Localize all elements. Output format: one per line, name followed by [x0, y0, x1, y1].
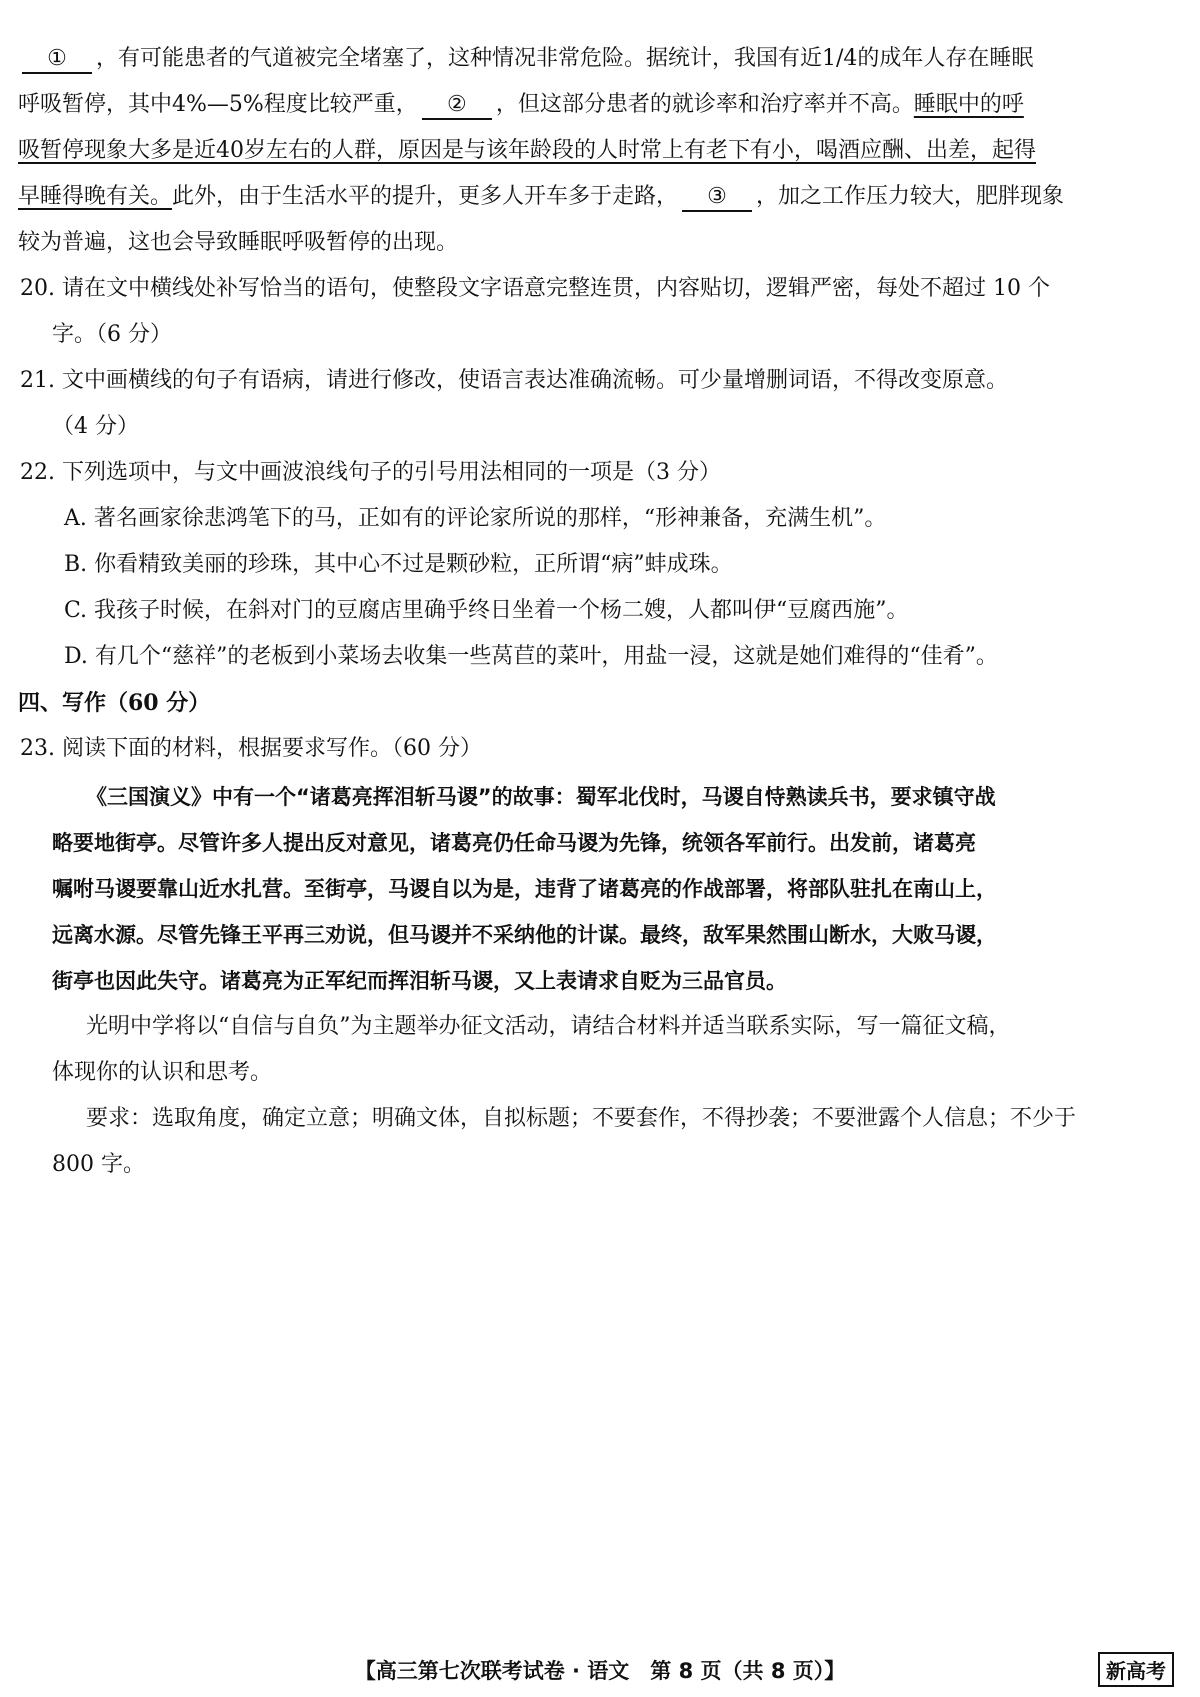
passage-text: ，加之工作压力较大，肥胖现象: [756, 184, 1065, 209]
task-line-2: 体现你的认识和思考。: [52, 1060, 273, 1085]
blank-1: ①: [22, 46, 92, 74]
task-line-1: 光明中学将以“自信与自负”为主题举办征文活动，请结合材料并适当联系实际，写一篇征文稿，: [86, 1014, 1011, 1039]
material-line-2: 略要地街亭。尽管许多人提出反对意见，诸葛亮仍任命马谡为先锋，统领各军前行。出发前，诸葛亮: [52, 831, 976, 855]
passage-text: 较为普遍，这也会导致睡眠呼吸暂停的出现。: [18, 230, 459, 255]
question-22: 22. 下列选项中，与文中画波浪线句子的引号用法相同的一项是（3 分）: [20, 460, 721, 485]
passage-line-3: [18, 136, 1200, 166]
passage-text: ，有可能患者的气道被完全堵塞了，这种情况非常危险。据统计，我国有近1/4的成年人存在睡眠: [96, 46, 1034, 71]
requirement-line-2: 800 字。: [52, 1152, 145, 1177]
passage-text: 呼吸暂停，其中4%—5%程度比较严重，: [18, 92, 418, 117]
exam-type-badge: 新高考: [1098, 1652, 1174, 1687]
question-23: 23. 阅读下面的材料，根据要求写作。（60 分）: [20, 736, 482, 761]
material-line-1: 《三国演义》中有一个“诸葛亮挥泪斩马谡”的故事：蜀军北伐时，马谡自恃熟读兵书，要求镇守战: [86, 785, 996, 809]
material-line-4: 远离水源。尽管先锋王平再三劝说，但马谡并不采纳他的计谋。最终，敌军果然围山断水，大败马谡，: [52, 923, 997, 947]
option-c: C. 我孩子时候，在斜对门的豆腐店里确乎终日坐着一个杨二嫂，人都叫伊“豆腐西施”。: [64, 598, 909, 623]
option-a: A. 著名画家徐悲鸿笔下的马，正如有的评论家所说的那样，“形神兼备，充满生机”。: [64, 506, 887, 531]
passage-line-5: [18, 228, 1200, 258]
section-title-writing: 四、写作（60 分）: [18, 690, 211, 716]
requirement-line-1: 要求：选取角度，确定立意；明确文体，自拟标题；不要套作，不得抄袭；不要泄露个人信息；不少于: [86, 1106, 1077, 1131]
underlined-sentence: 睡眠中的呼: [913, 92, 1024, 117]
underlined-sentence: 吸暂停现象大多是近40岁左右的人群，原因是与该年龄段的人时常上有老下有小，喝酒应酬、出差，起得: [18, 138, 1036, 163]
option-b: B. 你看精致美丽的珍珠，其中心不过是颗砂粒，正所谓“病”蚌成珠。: [64, 552, 733, 577]
material-line-3: 嘱咐马谡要靠山近水扎营。至街亭，马谡自以为是，违背了诸葛亮的作战部署，将部队驻扎在南山上，: [52, 877, 997, 901]
underlined-sentence: 早睡得晚有关。: [18, 184, 173, 209]
option-d: D. 有几个“慈祥”的老板到小菜场去收集一些莴苣的菜叶，用盐一浸，这就是她们难得的“佳肴”。: [64, 644, 998, 669]
question-21-cont: （4 分）: [52, 414, 139, 439]
passage-line-4: [18, 182, 1200, 212]
question-20-cont: 字。（6 分）: [52, 322, 172, 347]
material-line-5: 街亭也因此失守。诸葛亮为正军纪而挥泪斩马谡，又上表请求自贬为三品官员。: [52, 969, 787, 993]
blank-2: ②: [422, 92, 492, 120]
passage-line-2: [18, 90, 1200, 120]
question-21: 21. 文中画横线的句子有语病，请进行修改，使语言表达准确流畅。可少量增删词语，不得改变原意。: [20, 368, 1008, 393]
passage-line-1: [18, 44, 1200, 74]
question-20: 20. 请在文中横线处补写恰当的语句，使整段文字语意完整连贯，内容贴切，逻辑严密，每处不超过 10 个: [20, 276, 1050, 301]
page-footer: 【高三第七次联考试卷 · 语文 第 8 页（共 8 页）】: [354, 1659, 846, 1683]
blank-3: ③: [682, 184, 752, 212]
passage-text: 此外，由于生活水平的提升，更多人开车多于走路，: [172, 184, 679, 209]
passage-text: ，但这部分患者的就诊率和治疗率并不高。: [495, 92, 914, 117]
